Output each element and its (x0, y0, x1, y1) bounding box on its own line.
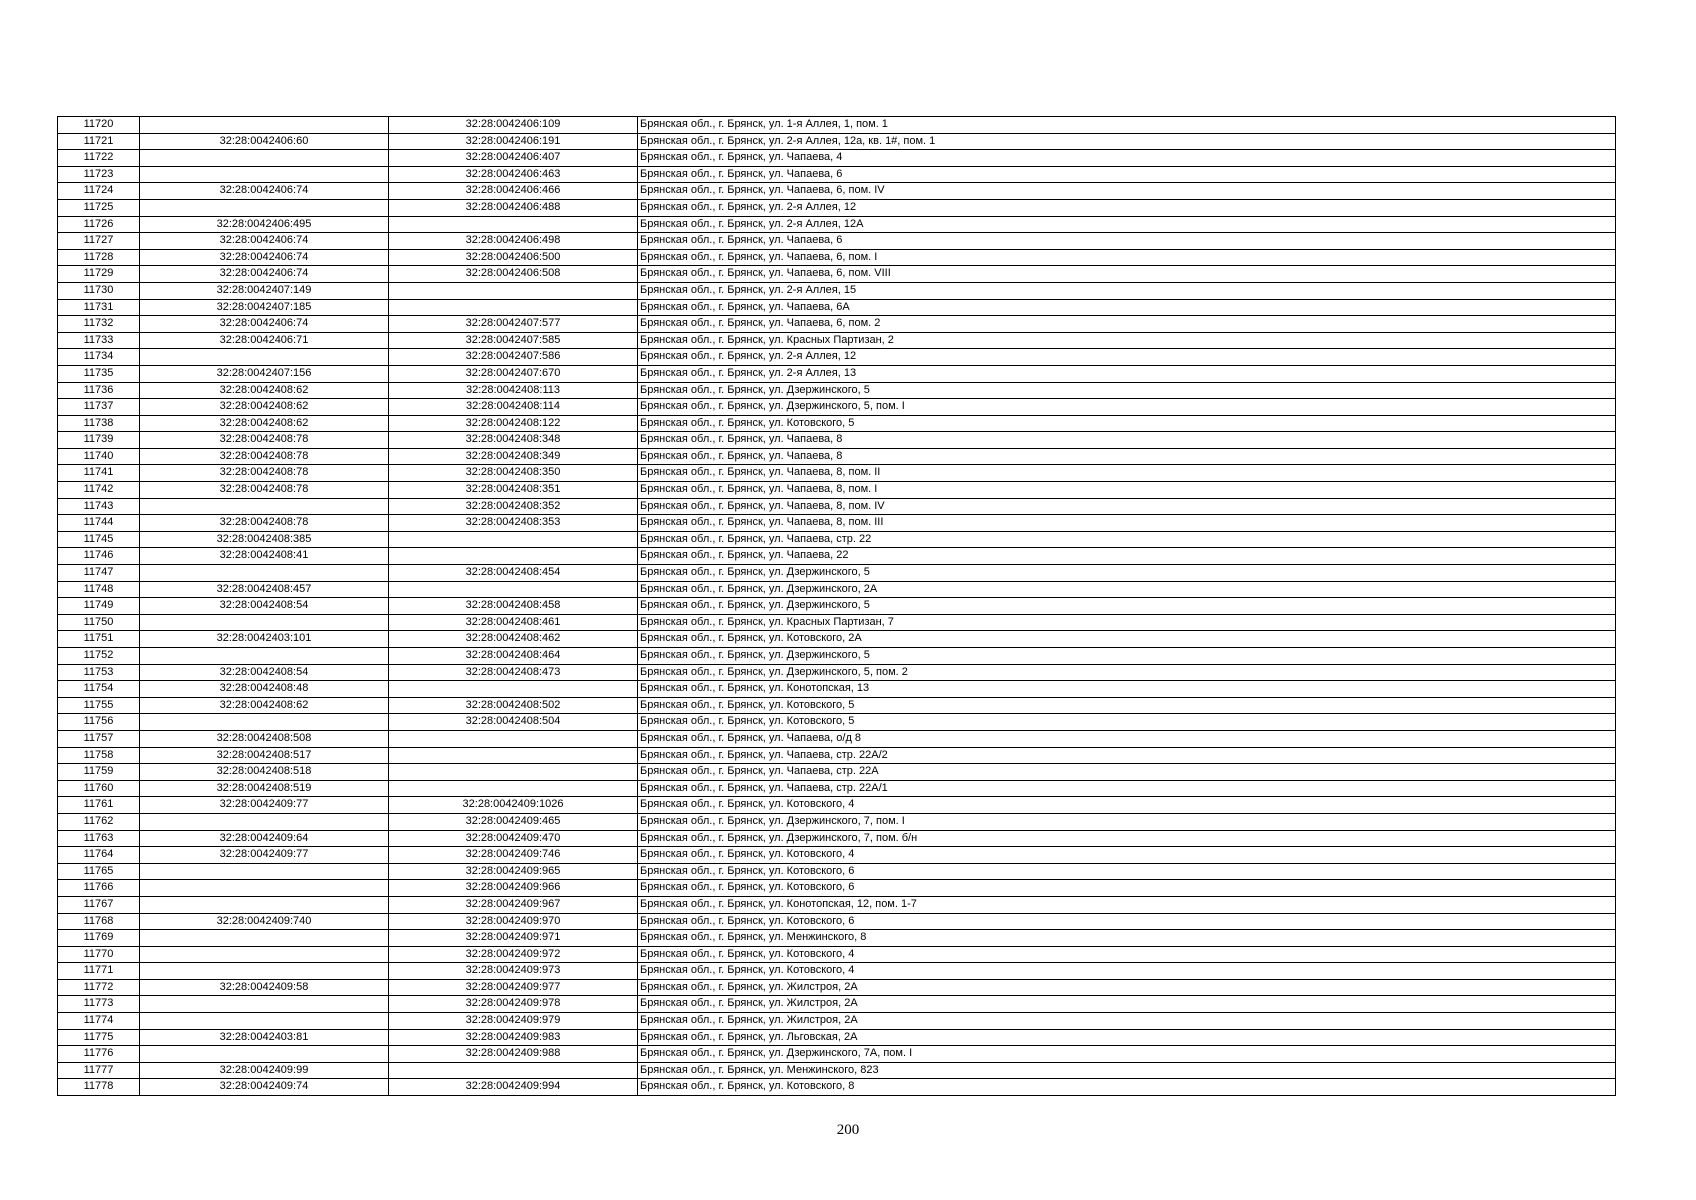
cadastral-number-cell: 32:28:0042407:586 (389, 349, 638, 366)
cadastral-number-cell: 32:28:0042406:109 (389, 117, 638, 134)
row-number-cell: 11722 (58, 150, 140, 167)
parent-cadastral-number-cell: 32:28:0042406:60 (140, 133, 389, 150)
cadastral-number-cell: 32:28:0042408:351 (389, 482, 638, 499)
row-number-cell: 11741 (58, 465, 140, 482)
address-cell: Брянская обл., г. Брянск, ул. Льговская, 2А (638, 1029, 1616, 1046)
parent-cadastral-number-cell: 32:28:0042409:77 (140, 797, 389, 814)
row-number-cell: 11736 (58, 382, 140, 399)
row-number-cell: 11757 (58, 730, 140, 747)
row-number-cell: 11755 (58, 697, 140, 714)
cadastral-number-cell (389, 764, 638, 781)
table-row (58, 199, 1616, 216)
parent-cadastral-number-cell (140, 565, 389, 582)
parent-cadastral-number-cell (140, 813, 389, 830)
address-cell: Брянская обл., г. Брянск, ул. Чапаева, 22 (638, 548, 1616, 565)
address-cell: Брянская обл., г. Брянск, ул. Чапаева, 8, пом. I (638, 482, 1616, 499)
address-cell: Брянская обл., г. Брянск, ул. Чапаева, 8, пом. III (638, 515, 1616, 532)
table-row (58, 664, 1616, 681)
parent-cadastral-number-cell (140, 714, 389, 731)
parent-cadastral-number-cell (140, 863, 389, 880)
cadastral-number-cell: 32:28:0042408:349 (389, 448, 638, 465)
row-number-cell: 11730 (58, 282, 140, 299)
address-cell: Брянская обл., г. Брянск, ул. Дзержинского, 7А, пом. I (638, 1046, 1616, 1063)
table-row (58, 1013, 1616, 1030)
table-row (58, 714, 1616, 731)
cadastral-number-cell (389, 681, 638, 698)
address-cell: Брянская обл., г. Брянск, ул. Дзержинского, 5, пом. I (638, 399, 1616, 416)
address-cell: Брянская обл., г. Брянск, ул. Котовского, 4 (638, 847, 1616, 864)
address-cell: Брянская обл., г. Брянск, ул. Котовского, 5 (638, 714, 1616, 731)
row-number-cell: 11775 (58, 1029, 140, 1046)
row-number-cell: 11727 (58, 233, 140, 250)
address-cell: Брянская обл., г. Брянск, ул. 2-я Аллея, 12 (638, 349, 1616, 366)
parent-cadastral-number-cell (140, 166, 389, 183)
cadastral-number-cell: 32:28:0042409:1026 (389, 797, 638, 814)
address-cell: Брянская обл., г. Брянск, ул. Чапаева, 6 (638, 166, 1616, 183)
address-cell: Брянская обл., г. Брянск, ул. Котовского, 2А (638, 631, 1616, 648)
cadastral-number-cell: 32:28:0042408:502 (389, 697, 638, 714)
parent-cadastral-number-cell: 32:28:0042408:62 (140, 399, 389, 416)
cadastral-number-cell: 32:28:0042409:965 (389, 863, 638, 880)
row-number-cell: 11774 (58, 1013, 140, 1030)
cadastral-number-cell: 32:28:0042408:353 (389, 515, 638, 532)
table-row (58, 117, 1616, 134)
table-row (58, 1062, 1616, 1079)
address-cell: Брянская обл., г. Брянск, ул. 2-я Аллея, 12А (638, 216, 1616, 233)
address-cell: Брянская обл., г. Брянск, ул. Чапаева, о/д 8 (638, 730, 1616, 747)
parent-cadastral-number-cell: 32:28:0042409:74 (140, 1079, 389, 1096)
parent-cadastral-number-cell: 32:28:0042409:58 (140, 979, 389, 996)
row-number-cell: 11764 (58, 847, 140, 864)
row-number-cell: 11729 (58, 266, 140, 283)
parent-cadastral-number-cell (140, 117, 389, 134)
table-row (58, 963, 1616, 980)
table-row (58, 996, 1616, 1013)
cadastral-number-cell (389, 282, 638, 299)
address-cell: Брянская обл., г. Брянск, ул. Котовского, 5 (638, 415, 1616, 432)
table-row (58, 764, 1616, 781)
parent-cadastral-number-cell: 32:28:0042409:740 (140, 913, 389, 930)
row-number-cell: 11762 (58, 813, 140, 830)
parent-cadastral-number-cell: 32:28:0042407:156 (140, 365, 389, 382)
cadastral-number-cell: 32:28:0042406:407 (389, 150, 638, 167)
row-number-cell: 11767 (58, 896, 140, 913)
cadastral-number-cell: 32:28:0042408:458 (389, 598, 638, 615)
row-number-cell: 11735 (58, 365, 140, 382)
row-number-cell: 11738 (58, 415, 140, 432)
parent-cadastral-number-cell (140, 946, 389, 963)
address-cell: Брянская обл., г. Брянск, ул. Дзержинского, 7, пом. I (638, 813, 1616, 830)
parent-cadastral-number-cell (140, 498, 389, 515)
address-cell: Брянская обл., г. Брянск, ул. Котовского, 6 (638, 913, 1616, 930)
cadastral-number-cell: 32:28:0042409:470 (389, 830, 638, 847)
table-row (58, 648, 1616, 665)
table-row (58, 249, 1616, 266)
cadastral-number-cell: 32:28:0042408:473 (389, 664, 638, 681)
cadastral-number-cell: 32:28:0042408:454 (389, 565, 638, 582)
row-number-cell: 11742 (58, 482, 140, 499)
parent-cadastral-number-cell: 32:28:0042408:517 (140, 747, 389, 764)
parent-cadastral-number-cell: 32:28:0042408:78 (140, 465, 389, 482)
table-row (58, 316, 1616, 333)
address-cell: Брянская обл., г. Брянск, ул. 2-я Аллея, 12а, кв. 1#, пом. 1 (638, 133, 1616, 150)
address-cell: Брянская обл., г. Брянск, ул. Красных Партизан, 2 (638, 332, 1616, 349)
row-number-cell: 11769 (58, 930, 140, 947)
table-row (58, 581, 1616, 598)
table-row (58, 448, 1616, 465)
table-row (58, 482, 1616, 499)
row-number-cell: 11772 (58, 979, 140, 996)
table-row (58, 133, 1616, 150)
table-row (58, 813, 1616, 830)
table-row (58, 166, 1616, 183)
row-number-cell: 11749 (58, 598, 140, 615)
row-number-cell: 11724 (58, 183, 140, 200)
address-cell: Брянская обл., г. Брянск, ул. Чапаева, стр. 22А (638, 764, 1616, 781)
table-row (58, 830, 1616, 847)
cadastral-number-cell: 32:28:0042408:348 (389, 432, 638, 449)
row-number-cell: 11756 (58, 714, 140, 731)
parent-cadastral-number-cell: 32:28:0042408:508 (140, 730, 389, 747)
parent-cadastral-number-cell: 32:28:0042406:74 (140, 266, 389, 283)
table-row (58, 349, 1616, 366)
table-row (58, 498, 1616, 515)
cadastral-number-cell: 32:28:0042407:577 (389, 316, 638, 333)
cadastral-number-cell (389, 548, 638, 565)
parent-cadastral-number-cell: 32:28:0042408:48 (140, 681, 389, 698)
row-number-cell: 11747 (58, 565, 140, 582)
cadastral-number-cell: 32:28:0042409:465 (389, 813, 638, 830)
table-row (58, 332, 1616, 349)
parent-cadastral-number-cell (140, 930, 389, 947)
address-cell: Брянская обл., г. Брянск, ул. 2-я Аллея, 15 (638, 282, 1616, 299)
row-number-cell: 11751 (58, 631, 140, 648)
cadastral-number-cell (389, 747, 638, 764)
address-cell: Брянская обл., г. Брянск, ул. Конотопская, 13 (638, 681, 1616, 698)
row-number-cell: 11743 (58, 498, 140, 515)
cadastral-number-cell (389, 299, 638, 316)
table-row (58, 946, 1616, 963)
cadastral-number-cell: 32:28:0042409:967 (389, 896, 638, 913)
parent-cadastral-number-cell: 32:28:0042408:78 (140, 482, 389, 499)
table-row (58, 896, 1616, 913)
cadastral-number-cell: 32:28:0042408:122 (389, 415, 638, 432)
table-row (58, 183, 1616, 200)
parent-cadastral-number-cell (140, 199, 389, 216)
parent-cadastral-number-cell (140, 349, 389, 366)
row-number-cell: 11748 (58, 581, 140, 598)
row-number-cell: 11761 (58, 797, 140, 814)
parent-cadastral-number-cell (140, 896, 389, 913)
cadastral-number-cell: 32:28:0042406:508 (389, 266, 638, 283)
row-number-cell: 11723 (58, 166, 140, 183)
cadastral-number-cell: 32:28:0042408:350 (389, 465, 638, 482)
table-row (58, 880, 1616, 897)
address-cell: Брянская обл., г. Брянск, ул. Чапаева, 6, пом. IV (638, 183, 1616, 200)
page-number: 200 (836, 1122, 860, 1138)
address-cell: Брянская обл., г. Брянск, ул. Дзержинского, 5, пом. 2 (638, 664, 1616, 681)
address-cell: Брянская обл., г. Брянск, ул. Чапаева, 8 (638, 432, 1616, 449)
parent-cadastral-number-cell: 32:28:0042408:385 (140, 531, 389, 548)
address-cell: Брянская обл., г. Брянск, ул. Котовского, 5 (638, 697, 1616, 714)
table-row (58, 365, 1616, 382)
parent-cadastral-number-cell: 32:28:0042407:185 (140, 299, 389, 316)
parent-cadastral-number-cell: 32:28:0042408:54 (140, 664, 389, 681)
parent-cadastral-number-cell: 32:28:0042403:81 (140, 1029, 389, 1046)
table-row (58, 697, 1616, 714)
row-number-cell: 11765 (58, 863, 140, 880)
parent-cadastral-number-cell: 32:28:0042403:101 (140, 631, 389, 648)
row-number-cell: 11726 (58, 216, 140, 233)
address-cell: Брянская обл., г. Брянск, ул. Котовского, 6 (638, 863, 1616, 880)
table-row (58, 681, 1616, 698)
cadastral-number-cell (389, 216, 638, 233)
row-number-cell: 11740 (58, 448, 140, 465)
cadastral-number-cell: 32:28:0042406:191 (389, 133, 638, 150)
cadastral-number-cell: 32:28:0042409:972 (389, 946, 638, 963)
cadastral-number-cell: 32:28:0042406:500 (389, 249, 638, 266)
table-row (58, 465, 1616, 482)
row-number-cell: 11758 (58, 747, 140, 764)
cadastral-number-cell (389, 1062, 638, 1079)
registry-table (57, 116, 1616, 1096)
address-cell: Брянская обл., г. Брянск, ул. Чапаева, 6А (638, 299, 1616, 316)
table-row (58, 930, 1616, 947)
table-row (58, 150, 1616, 167)
row-number-cell: 11770 (58, 946, 140, 963)
address-cell: Брянская обл., г. Брянск, ул. Чапаева, 8, пом. II (638, 465, 1616, 482)
registry-table-container (57, 116, 1615, 1096)
parent-cadastral-number-cell: 32:28:0042406:71 (140, 332, 389, 349)
cadastral-number-cell (389, 581, 638, 598)
cadastral-number-cell (389, 780, 638, 797)
parent-cadastral-number-cell: 32:28:0042406:495 (140, 216, 389, 233)
table-row (58, 797, 1616, 814)
row-number-cell: 11737 (58, 399, 140, 416)
row-number-cell: 11768 (58, 913, 140, 930)
cadastral-number-cell: 32:28:0042409:994 (389, 1079, 638, 1096)
row-number-cell: 11778 (58, 1079, 140, 1096)
row-number-cell: 11720 (58, 117, 140, 134)
parent-cadastral-number-cell (140, 614, 389, 631)
table-row (58, 282, 1616, 299)
table-row (58, 1079, 1616, 1096)
parent-cadastral-number-cell: 32:28:0042408:78 (140, 432, 389, 449)
address-cell: Брянская обл., г. Брянск, ул. Дзержинского, 5 (638, 565, 1616, 582)
table-row (58, 780, 1616, 797)
address-cell: Брянская обл., г. Брянск, ул. Жилстроя, 2А (638, 1013, 1616, 1030)
cadastral-number-cell: 32:28:0042408:352 (389, 498, 638, 515)
row-number-cell: 11776 (58, 1046, 140, 1063)
parent-cadastral-number-cell (140, 1046, 389, 1063)
table-row (58, 531, 1616, 548)
parent-cadastral-number-cell: 32:28:0042408:62 (140, 697, 389, 714)
address-cell: Брянская обл., г. Брянск, ул. Чапаева, стр. 22А/1 (638, 780, 1616, 797)
row-number-cell: 11773 (58, 996, 140, 1013)
address-cell: Брянская обл., г. Брянск, ул. Дзержинского, 5 (638, 382, 1616, 399)
cadastral-number-cell: 32:28:0042409:978 (389, 996, 638, 1013)
parent-cadastral-number-cell: 32:28:0042408:457 (140, 581, 389, 598)
table-row (58, 730, 1616, 747)
address-cell: Брянская обл., г. Брянск, ул. Дзержинского, 2А (638, 581, 1616, 598)
row-number-cell: 11744 (58, 515, 140, 532)
address-cell: Брянская обл., г. Брянск, ул. 2-я Аллея, 12 (638, 199, 1616, 216)
row-number-cell: 11732 (58, 316, 140, 333)
address-cell: Брянская обл., г. Брянск, ул. Дзержинского, 5 (638, 598, 1616, 615)
address-cell: Брянская обл., г. Брянск, ул. Чапаева, 6 (638, 233, 1616, 250)
row-number-cell: 11739 (58, 432, 140, 449)
row-number-cell: 11725 (58, 199, 140, 216)
parent-cadastral-number-cell: 32:28:0042406:74 (140, 316, 389, 333)
cadastral-number-cell: 32:28:0042409:973 (389, 963, 638, 980)
parent-cadastral-number-cell: 32:28:0042408:78 (140, 515, 389, 532)
table-row (58, 266, 1616, 283)
address-cell: Брянская обл., г. Брянск, ул. Чапаева, 8, пом. IV (638, 498, 1616, 515)
parent-cadastral-number-cell: 32:28:0042408:78 (140, 448, 389, 465)
parent-cadastral-number-cell (140, 1013, 389, 1030)
table-row (58, 598, 1616, 615)
table-row (58, 415, 1616, 432)
row-number-cell: 11731 (58, 299, 140, 316)
parent-cadastral-number-cell (140, 150, 389, 167)
cadastral-number-cell: 32:28:0042409:979 (389, 1013, 638, 1030)
address-cell: Брянская обл., г. Брянск, ул. Конотопская, 12, пом. 1-7 (638, 896, 1616, 913)
cadastral-number-cell: 32:28:0042406:488 (389, 199, 638, 216)
row-number-cell: 11734 (58, 349, 140, 366)
address-cell: Брянская обл., г. Брянск, ул. Красных Партизан, 7 (638, 614, 1616, 631)
table-row (58, 399, 1616, 416)
row-number-cell: 11771 (58, 963, 140, 980)
address-cell: Брянская обл., г. Брянск, ул. 1-я Аллея, 1, пом. 1 (638, 117, 1616, 134)
cadastral-number-cell: 32:28:0042409:970 (389, 913, 638, 930)
address-cell: Брянская обл., г. Брянск, ул. Дзержинского, 7, пом. б/н (638, 830, 1616, 847)
parent-cadastral-number-cell: 32:28:0042408:519 (140, 780, 389, 797)
row-number-cell: 11746 (58, 548, 140, 565)
address-cell: Брянская обл., г. Брянск, ул. Жилстроя, 2А (638, 996, 1616, 1013)
table-row (58, 979, 1616, 996)
address-cell: Брянская обл., г. Брянск, ул. 2-я Аллея, 13 (638, 365, 1616, 382)
address-cell: Брянская обл., г. Брянск, ул. Чапаева, 4 (638, 150, 1616, 167)
cadastral-number-cell: 32:28:0042406:498 (389, 233, 638, 250)
table-row (58, 565, 1616, 582)
table-row (58, 299, 1616, 316)
address-cell: Брянская обл., г. Брянск, ул. Жилстроя, 2А (638, 979, 1616, 996)
table-row (58, 216, 1616, 233)
parent-cadastral-number-cell: 32:28:0042409:64 (140, 830, 389, 847)
cadastral-number-cell: 32:28:0042409:977 (389, 979, 638, 996)
cadastral-number-cell: 32:28:0042408:504 (389, 714, 638, 731)
table-row (58, 747, 1616, 764)
table-row (58, 847, 1616, 864)
parent-cadastral-number-cell (140, 996, 389, 1013)
address-cell: Брянская обл., г. Брянск, ул. Чапаева, 6, пом. 2 (638, 316, 1616, 333)
address-cell: Брянская обл., г. Брянск, ул. Котовского, 4 (638, 946, 1616, 963)
row-number-cell: 11752 (58, 648, 140, 665)
address-cell: Брянская обл., г. Брянск, ул. Чапаева, 6, пом. I (638, 249, 1616, 266)
row-number-cell: 11777 (58, 1062, 140, 1079)
address-cell: Брянская обл., г. Брянск, ул. Чапаева, 6, пом. VIII (638, 266, 1616, 283)
parent-cadastral-number-cell: 32:28:0042408:62 (140, 382, 389, 399)
table-row (58, 614, 1616, 631)
table-row (58, 515, 1616, 532)
address-cell: Брянская обл., г. Брянск, ул. Дзержинского, 5 (638, 648, 1616, 665)
address-cell: Брянская обл., г. Брянск, ул. Котовского, 6 (638, 880, 1616, 897)
cadastral-number-cell: 32:28:0042407:670 (389, 365, 638, 382)
parent-cadastral-number-cell: 32:28:0042409:99 (140, 1062, 389, 1079)
parent-cadastral-number-cell: 32:28:0042408:62 (140, 415, 389, 432)
address-cell: Брянская обл., г. Брянск, ул. Котовского, 4 (638, 797, 1616, 814)
cadastral-number-cell: 32:28:0042407:585 (389, 332, 638, 349)
table-row (58, 432, 1616, 449)
row-number-cell: 11766 (58, 880, 140, 897)
cadastral-number-cell: 32:28:0042409:746 (389, 847, 638, 864)
cadastral-number-cell: 32:28:0042409:988 (389, 1046, 638, 1063)
cadastral-number-cell (389, 531, 638, 548)
parent-cadastral-number-cell (140, 880, 389, 897)
cadastral-number-cell: 32:28:0042406:463 (389, 166, 638, 183)
parent-cadastral-number-cell: 32:28:0042409:77 (140, 847, 389, 864)
table-row (58, 382, 1616, 399)
row-number-cell: 11745 (58, 531, 140, 548)
cadastral-number-cell: 32:28:0042409:983 (389, 1029, 638, 1046)
row-number-cell: 11754 (58, 681, 140, 698)
table-row (58, 631, 1616, 648)
address-cell: Брянская обл., г. Брянск, ул. Менжинского, 823 (638, 1062, 1616, 1079)
registry-table-body (58, 117, 1616, 1096)
address-cell: Брянская обл., г. Брянск, ул. Чапаева, стр. 22 (638, 531, 1616, 548)
row-number-cell: 11721 (58, 133, 140, 150)
parent-cadastral-number-cell: 32:28:0042408:518 (140, 764, 389, 781)
parent-cadastral-number-cell: 32:28:0042408:54 (140, 598, 389, 615)
cadastral-number-cell: 32:28:0042408:114 (389, 399, 638, 416)
address-cell: Брянская обл., г. Брянск, ул. Менжинского, 8 (638, 930, 1616, 947)
table-row (58, 233, 1616, 250)
address-cell: Брянская обл., г. Брянск, ул. Котовского, 8 (638, 1079, 1616, 1096)
parent-cadastral-number-cell: 32:28:0042406:74 (140, 233, 389, 250)
parent-cadastral-number-cell: 32:28:0042407:149 (140, 282, 389, 299)
parent-cadastral-number-cell: 32:28:0042406:74 (140, 249, 389, 266)
row-number-cell: 11760 (58, 780, 140, 797)
row-number-cell: 11750 (58, 614, 140, 631)
parent-cadastral-number-cell: 32:28:0042406:74 (140, 183, 389, 200)
cadastral-number-cell: 32:28:0042408:464 (389, 648, 638, 665)
row-number-cell: 11763 (58, 830, 140, 847)
row-number-cell: 11733 (58, 332, 140, 349)
cadastral-number-cell (389, 730, 638, 747)
row-number-cell: 11728 (58, 249, 140, 266)
parent-cadastral-number-cell: 32:28:0042408:41 (140, 548, 389, 565)
address-cell: Брянская обл., г. Брянск, ул. Чапаева, 8 (638, 448, 1616, 465)
row-number-cell: 11753 (58, 664, 140, 681)
table-row (58, 863, 1616, 880)
table-row (58, 548, 1616, 565)
cadastral-number-cell: 32:28:0042408:461 (389, 614, 638, 631)
address-cell: Брянская обл., г. Брянск, ул. Чапаева, стр. 22А/2 (638, 747, 1616, 764)
cadastral-number-cell: 32:28:0042409:966 (389, 880, 638, 897)
address-cell: Брянская обл., г. Брянск, ул. Котовского, 4 (638, 963, 1616, 980)
parent-cadastral-number-cell (140, 963, 389, 980)
table-row (58, 913, 1616, 930)
parent-cadastral-number-cell (140, 648, 389, 665)
cadastral-number-cell: 32:28:0042409:971 (389, 930, 638, 947)
cadastral-number-cell: 32:28:0042406:466 (389, 183, 638, 200)
table-row (58, 1029, 1616, 1046)
row-number-cell: 11759 (58, 764, 140, 781)
table-row (58, 1046, 1616, 1063)
cadastral-number-cell: 32:28:0042408:462 (389, 631, 638, 648)
cadastral-number-cell: 32:28:0042408:113 (389, 382, 638, 399)
